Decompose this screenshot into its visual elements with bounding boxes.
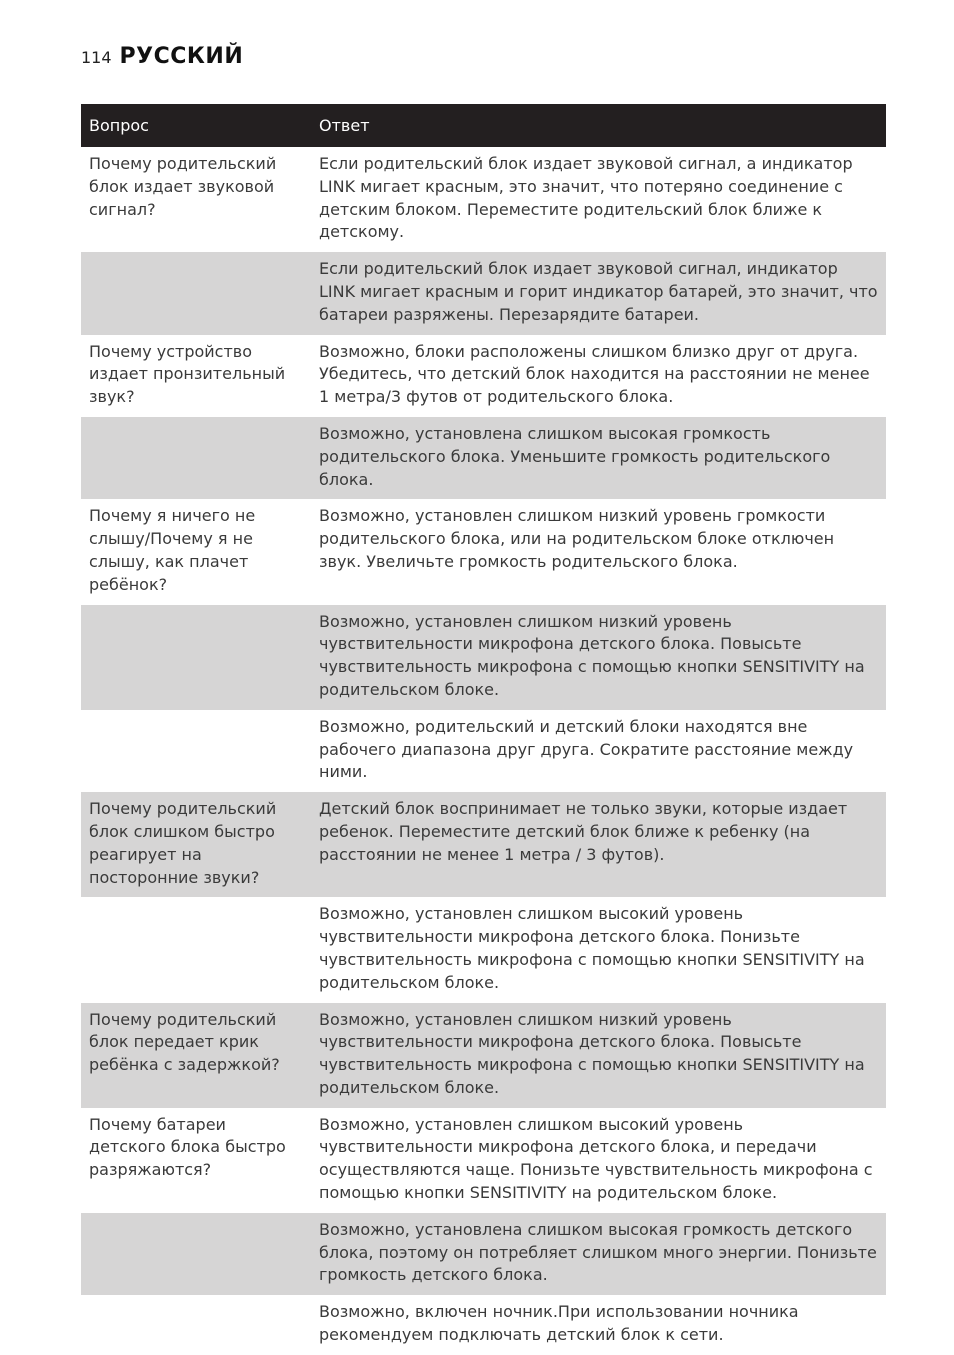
answer-cell: Возможно, включен ночник.При использовании ночника рекомендуем подключать детский блок к сети. [319, 1302, 799, 1345]
table-row [81, 792, 886, 897]
table-row [81, 710, 886, 792]
answer-cell: Возможно, установлен слишком низкий уровень громкости родительского блока, или на родительском блоке отключен звук. Увеличьте громкость родительского блока. [319, 506, 835, 571]
page-header [81, 44, 243, 69]
question-cell [81, 710, 311, 792]
question-cell [81, 897, 311, 1002]
table-header-row [81, 104, 886, 147]
page-number: 114 [81, 48, 112, 67]
table-row [81, 1003, 886, 1108]
question-cell [81, 252, 311, 334]
question-cell: Почему устройство издает пронзительный звук? [89, 341, 286, 407]
table-row [81, 897, 886, 1002]
answer-cell: Возможно, блоки расположены слишком близко друг от друга. Убедитесь, что детский блок находится на расстоянии не менее 1 метра/3 футов от родительского блока. [319, 341, 870, 407]
answer-cell: Возможно, установлен слишком высокий уровень чувствительности микрофона детского блока. Понизьте чувствительность микрофона с помощью кнопки SENSITIVITY на родительском блоке. [319, 904, 865, 992]
answer-cell: Возможно, установлена слишком высокая громкость детского блока, поэтому он потребляет слишком много энергии. Понизьте громкость детского блока. [311, 1213, 886, 1295]
answer-cell: Возможно, родительский и детский блоки находятся вне рабочего диапазона друг друга. Сократите расстояние между ними. [319, 716, 854, 782]
answer-cell: Возможно, установлена слишком высокая громкость родительского блока. Уменьшите громкость родительского блока. [311, 417, 886, 499]
answer-cell: Если родительский блок издает звуковой сигнал, индикатор LINK мигает красным и горит индикатор батарей, это значит, что батареи разряжены. Перезарядите батареи. [311, 252, 886, 334]
table-row [81, 252, 886, 334]
answer-cell: Детский блок воспринимает не только звуки, которые издает ребенок. Переместите детский блок ближе к ребенку (на расстоянии не менее 1 метра / 3 футов). [311, 792, 886, 897]
question-cell: Почему родительский блок слишком быстро реагирует на посторонние звуки? [81, 792, 311, 897]
table-row [81, 1108, 886, 1213]
question-cell: Почему батареи детского блока быстро разряжаются? [89, 1114, 286, 1180]
question-cell [81, 1295, 311, 1355]
header-answer: Ответ [311, 104, 886, 147]
table-row [81, 605, 886, 710]
table-row [81, 1295, 886, 1355]
question-cell [81, 1213, 311, 1295]
table-row [81, 1213, 886, 1295]
answer-cell: Возможно, установлен слишком низкий уровень чувствительности микрофона детского блока. Повысьте чувствительность микрофона с помощью кнопки SENSITIVITY на родительском блоке. [311, 605, 886, 710]
question-cell: Почему родительский блок издает звуковой сигнал? [89, 154, 277, 219]
question-cell [81, 417, 311, 499]
answer-cell: Возможно, установлен слишком высокий уровень чувствительности микрофона детского блока, и передачи осуществляются чаще. Понизьте чувствительность микрофона с помощью кнопки SENSITIVITY на родительском блоке. [319, 1114, 873, 1203]
table-row [81, 499, 886, 604]
question-cell [81, 605, 311, 710]
question-cell: Почему я ничего не слышу/Почему я не слышу, как плачет ребёнок? [89, 506, 256, 594]
table-row [81, 335, 886, 417]
troubleshooting-table [81, 104, 886, 1355]
header-question: Вопрос [81, 104, 311, 147]
answer-cell: Если родительский блок издает звуковой сигнал, а индикатор LINK мигает красным, это значит, что потеряно соединение с детским блоком. Переместите родительский блок ближе к детскому. [319, 154, 853, 242]
page-title: РУССКИЙ [119, 44, 244, 69]
answer-cell: Возможно, установлен слишком низкий уровень чувствительности микрофона детского блока. Повысьте чувствительность микрофона с помощью кнопки SENSITIVITY на родительском блоке. [311, 1003, 886, 1108]
table-row [81, 417, 886, 499]
question-cell: Почему родительский блок передает крик ребёнка с задержкой? [81, 1003, 311, 1108]
table-row [81, 147, 886, 252]
